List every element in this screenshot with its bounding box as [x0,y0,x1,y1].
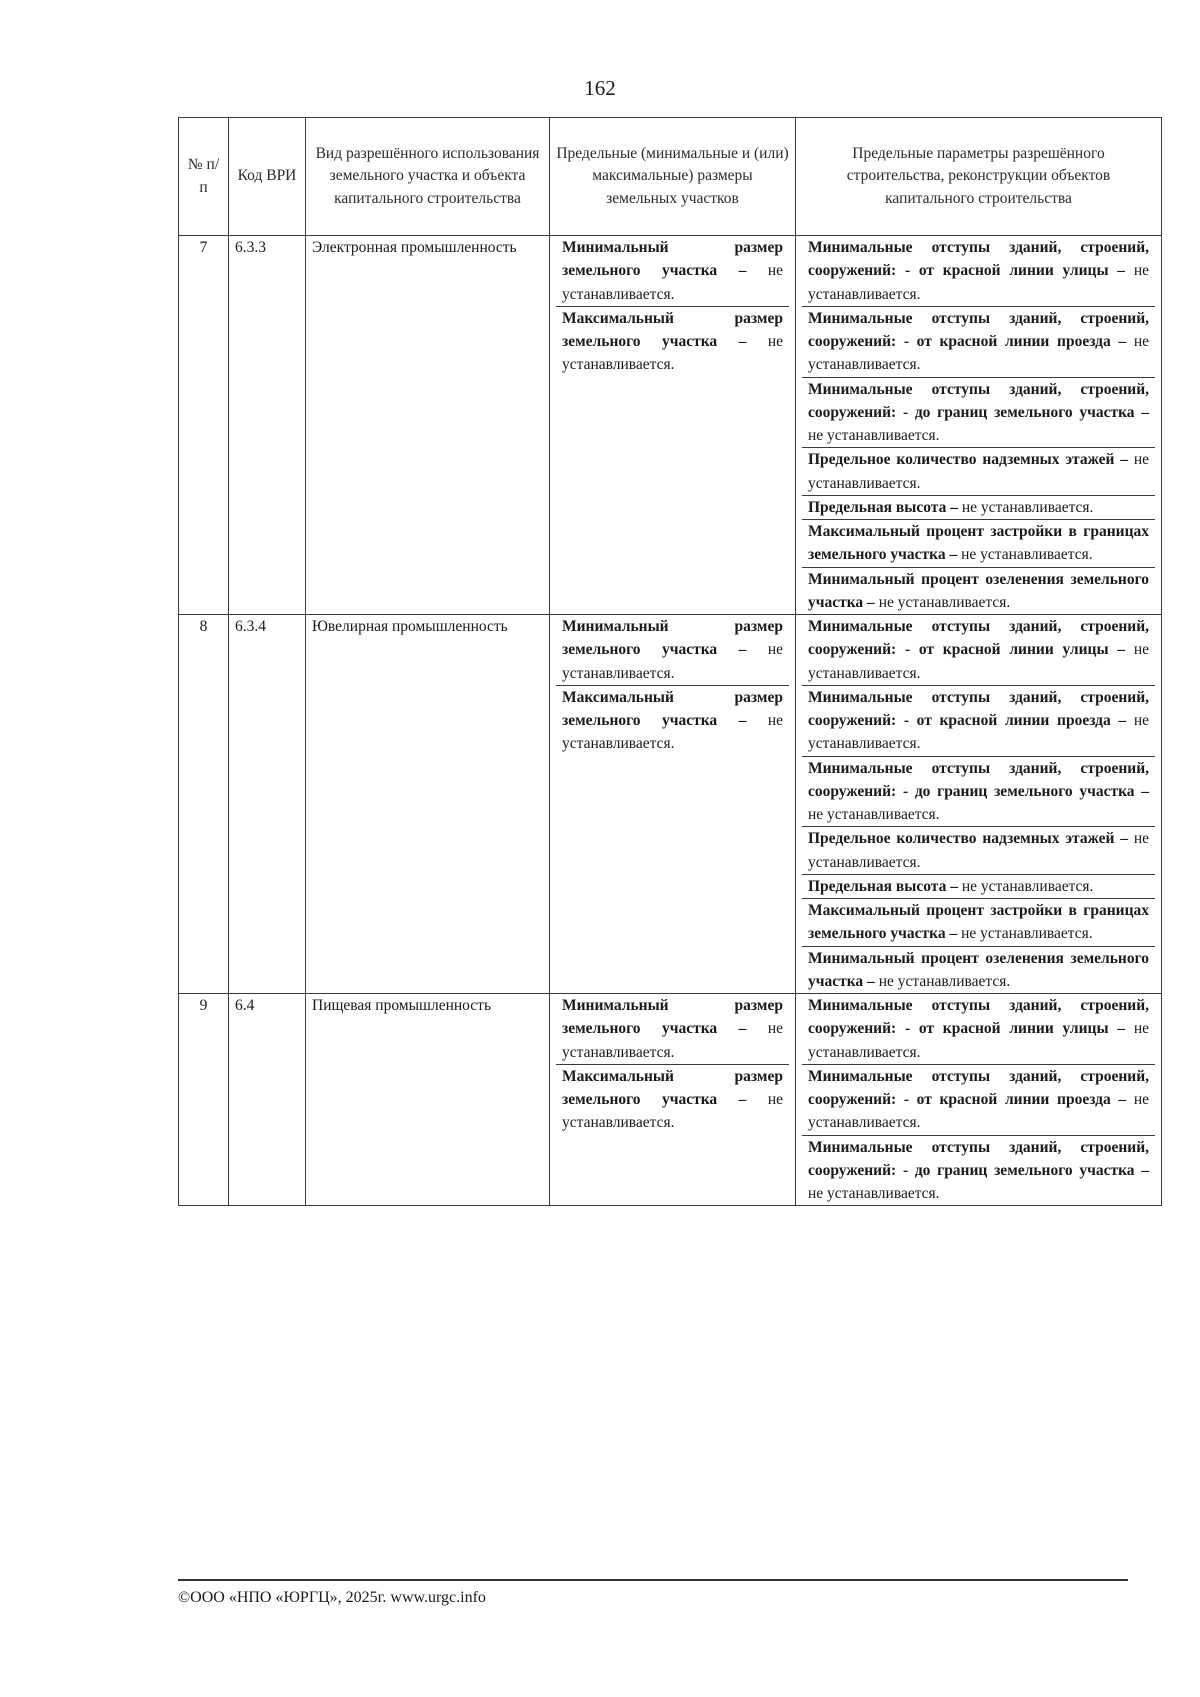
row-use-name: Ювелирная промышленность [306,615,550,994]
construction-param-entry [802,307,1155,378]
construction-param-entry-label: Предельное количество надземных этажей – [808,451,1128,469]
construction-param-entry-value: не устанавливается. [808,1091,1149,1132]
plot-sizes-cell [550,615,796,994]
row-use-name: Пищевая промышленность [306,994,550,1206]
construction-param-entry-label: Минимальные отступы зданий, строений, сооружений: - от красной линии улицы – [808,239,1149,280]
construction-param-entry-value: не устанавливается. [961,498,1094,516]
construction-param-entry-label: Максимальный процент застройки в границах земельного участка – [808,523,1149,564]
construction-param-entry-label: Минимальные отступы зданий, строений, сооружений: - от красной линии проезда – [808,1067,1149,1108]
construction-param-entry [802,520,1155,568]
construction-param-entry-label: Минимальный процент озеленения земельного участка – [808,949,1149,990]
construction-param-entry [802,378,1155,449]
construction-param-entry [802,568,1155,615]
construction-param-entry [802,448,1155,496]
footer-divider [178,1579,1128,1581]
construction-params-cell [796,615,1162,994]
plot-size-entry-label: Минимальный размер земельного участка – [562,239,783,280]
construction-param-entry [802,827,1155,875]
construction-param-entry-value: не устанавливается. [808,451,1149,492]
row-number: 8 [179,615,229,994]
construction-param-entry-label: Минимальные отступы зданий, строений, сооружений: - от красной линии проезда – [808,688,1149,729]
row-code: 6.3.3 [229,236,306,615]
plot-size-entry [556,1065,789,1135]
construction-param-entry [802,496,1155,520]
construction-param-entry-value: не устанавливается. [961,925,1093,943]
construction-param-entry-label: Минимальные отступы зданий, строений, сооружений: - до границ земельного участка – [808,759,1149,800]
construction-param-entry [802,686,1155,757]
construction-param-entry-label: Минимальные отступы зданий, строений, сооружений: - до границ земельного участка – [808,1138,1149,1179]
construction-param-entry [802,947,1155,994]
page-number: 162 [584,76,616,100]
construction-param-entry-label: Предельная высота – [808,498,958,516]
plot-size-entry [556,236,789,307]
table-row [179,994,1162,1206]
row-code: 6.3.4 [229,615,306,994]
table-row [179,615,1162,994]
header-number: № п/п [179,118,229,236]
construction-param-entry-value: не устанавливается. [808,712,1149,753]
construction-params-cell [796,236,1162,615]
plot-sizes-cell [550,994,796,1206]
construction-param-entry [802,899,1155,947]
plot-sizes-cell [550,236,796,615]
row-use-name: Электронная промышленность [306,236,550,615]
construction-param-entry-label: Минимальные отступы зданий, строений, сооружений: - от красной линии улицы – [808,618,1149,659]
plot-size-entry-label: Минимальный размер земельного участка – [562,618,783,659]
table-row [179,236,1162,615]
construction-param-entry-value: не устанавливается. [878,972,1011,990]
construction-param-entry [802,236,1155,307]
plot-size-entry-value: не устанавливается. [562,1091,783,1132]
construction-param-entry [802,615,1155,686]
plot-size-entry [556,994,789,1065]
plot-size-entry-label: Максимальный размер земельного участка – [562,309,783,350]
table-header-row [179,118,1162,236]
construction-param-entry-value: не устанавливается. [808,641,1150,682]
construction-param-entry [802,1136,1155,1206]
construction-param-entry-value: не устанавливается. [808,333,1149,374]
plot-size-entry-value: не устанавливается. [562,641,783,682]
row-code: 6.4 [229,994,306,1206]
plot-size-entry-label: Минимальный размер земельного участка – [562,997,783,1038]
row-number: 9 [179,994,229,1206]
construction-param-entry-value: не устанавливается. [878,593,1011,611]
construction-param-entry-label: Максимальный процент застройки в границах земельного участка – [808,902,1149,943]
plot-size-entry [556,307,789,377]
construction-param-entry-label: Предельная высота – [808,877,958,895]
construction-param-entry [802,875,1155,899]
construction-param-entry-value: не устанавливается. [961,546,1093,564]
construction-param-entry-label: Минимальные отступы зданий, строений, сооружений: - от красной линии проезда – [808,309,1149,350]
construction-param-entry-value: не устанавливается. [808,427,940,444]
row-number: 7 [179,236,229,615]
header-code: Код ВРИ [229,118,306,236]
construction-param-entry-value: не устанавливается. [961,877,1094,895]
plot-size-entry-value: не устанавливается. [562,262,783,303]
construction-param-entry [802,1065,1155,1136]
plot-size-entry-value: не устанавливается. [562,333,783,374]
header-construction-params: Предельные параметры разрешённого строительства, реконструкции объектов капитального строительства [796,118,1162,236]
construction-param-entry-value: не устанавливается. [808,1020,1150,1061]
plot-size-entry-value: не устанавливается. [562,1020,783,1061]
construction-param-entry-label: Минимальный процент озеленения земельного участка – [808,570,1149,611]
plot-size-entry [556,615,789,686]
construction-param-entry-value: не устанавливается. [808,1185,940,1202]
zoning-parameters-table [178,117,1162,1206]
footer-copyright: ©ООО «НПО «ЮРГЦ», 2025г. www.urgc.info [178,1589,486,1606]
header-use-type: Вид разрешённого использования земельного участка и объекта капитального строительства [306,118,550,236]
construction-param-entry-value: не устанавливается. [808,806,940,823]
plot-size-entry [556,686,789,756]
construction-param-entry [802,994,1155,1065]
construction-param-entry-value: не устанавливается. [808,830,1149,871]
construction-param-entry-label: Предельное количество надземных этажей – [808,830,1128,848]
construction-param-entry-label: Минимальные отступы зданий, строений, сооружений: - от красной линии улицы – [808,997,1149,1038]
plot-size-entry-value: не устанавливается. [562,712,783,753]
plot-size-entry-label: Максимальный размер земельного участка – [562,688,783,729]
construction-param-entry-label: Минимальные отступы зданий, строений, сооружений: - до границ земельного участка – [808,380,1149,421]
construction-params-cell [796,994,1162,1206]
plot-size-entry-label: Максимальный размер земельного участка – [562,1067,783,1108]
construction-param-entry-value: не устанавливается. [808,262,1150,303]
construction-param-entry [802,757,1155,828]
header-plot-sizes: Предельные (минимальные и (или) максимальные) размеры земельных участков [550,118,796,236]
